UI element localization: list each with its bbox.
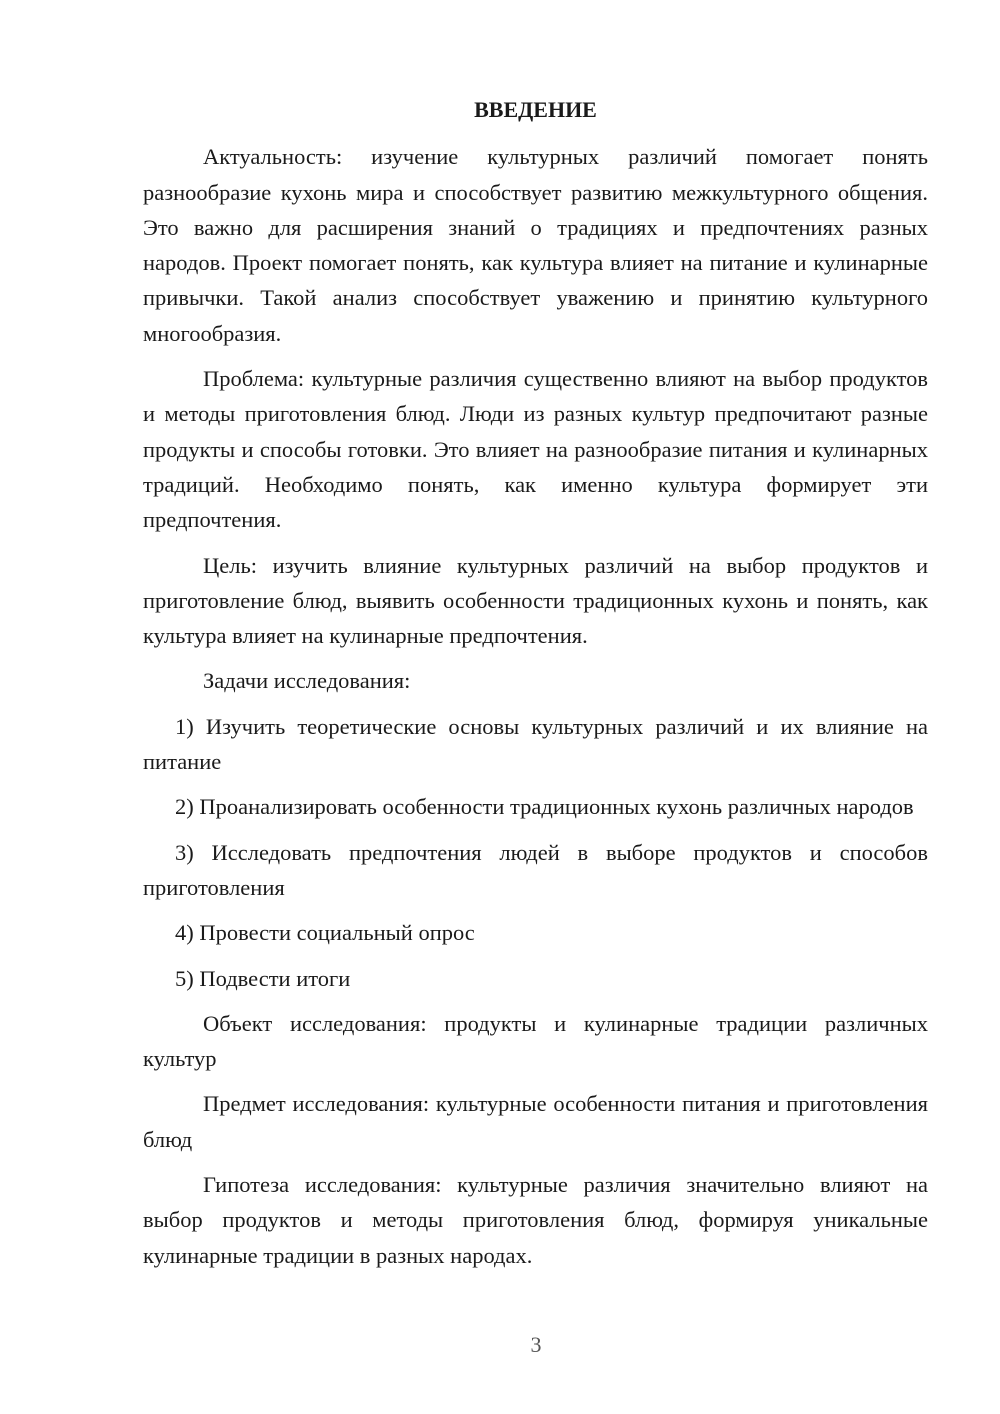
goal-paragraph: Цель: изучить влияние культурных различий на выбор продуктов и приготовление блюд, выявить особенности традиционных кухонь и понять, как культура влияет на кулинарные предпочтения. (143, 552, 928, 649)
task-item: 5) Подвести итоги (175, 965, 351, 991)
section-title: ВВЕДЕНИЕ (474, 97, 597, 122)
task-item: 4) Провести социальный опрос (175, 920, 475, 946)
task-item: 2) Проанализировать особенности традиционных кухонь различных народов (175, 794, 914, 820)
hypothesis-paragraph: Гипотеза исследования: культурные различия значительно влияют на выбор продуктов и методы приготовления блюд, формируя уникальные кулинарные традиции в разных народах. (143, 1172, 928, 1268)
object-paragraph: Объект исследования: продукты и кулинарные традиции различных культур (143, 1010, 928, 1072)
tasks-heading: Задачи исследования: (203, 668, 411, 694)
page-content (143, 92, 928, 1283)
task-item: 3) Исследовать предпочтения людей в выборе продуктов и способов приготовления (143, 839, 928, 900)
subject-paragraph: Предмет исследования: культурные особенности питания и приготовления блюд (143, 1091, 928, 1152)
problem-paragraph: Проблема: культурные различия существенно влияют на выбор продуктов и методы приготовления блюд. Люди из разных культур предпочитают разные продукты и способы готовки. Это влияет на разнообразие питания и кулинарных традиций. Необходимо понять, как именно культура формирует эти предпочтения. (143, 366, 928, 533)
relevance-paragraph: Актуальность: изучение культурных различий помогает понять разнообразие кухонь мира и способствует развитию межкультурного общения. Это важно для расширения знаний о традициях и предпочтениях разных народов. Проект помогает понять, как культура влияет на питание и кулинарные привычки. Такой анализ способствует уважению и принятию культурного многообразия. (143, 144, 928, 346)
task-item: 1) Изучить теоретические основы культурных различий и их влияние на питание (143, 713, 928, 775)
page-number: 3 (530, 1332, 542, 1357)
